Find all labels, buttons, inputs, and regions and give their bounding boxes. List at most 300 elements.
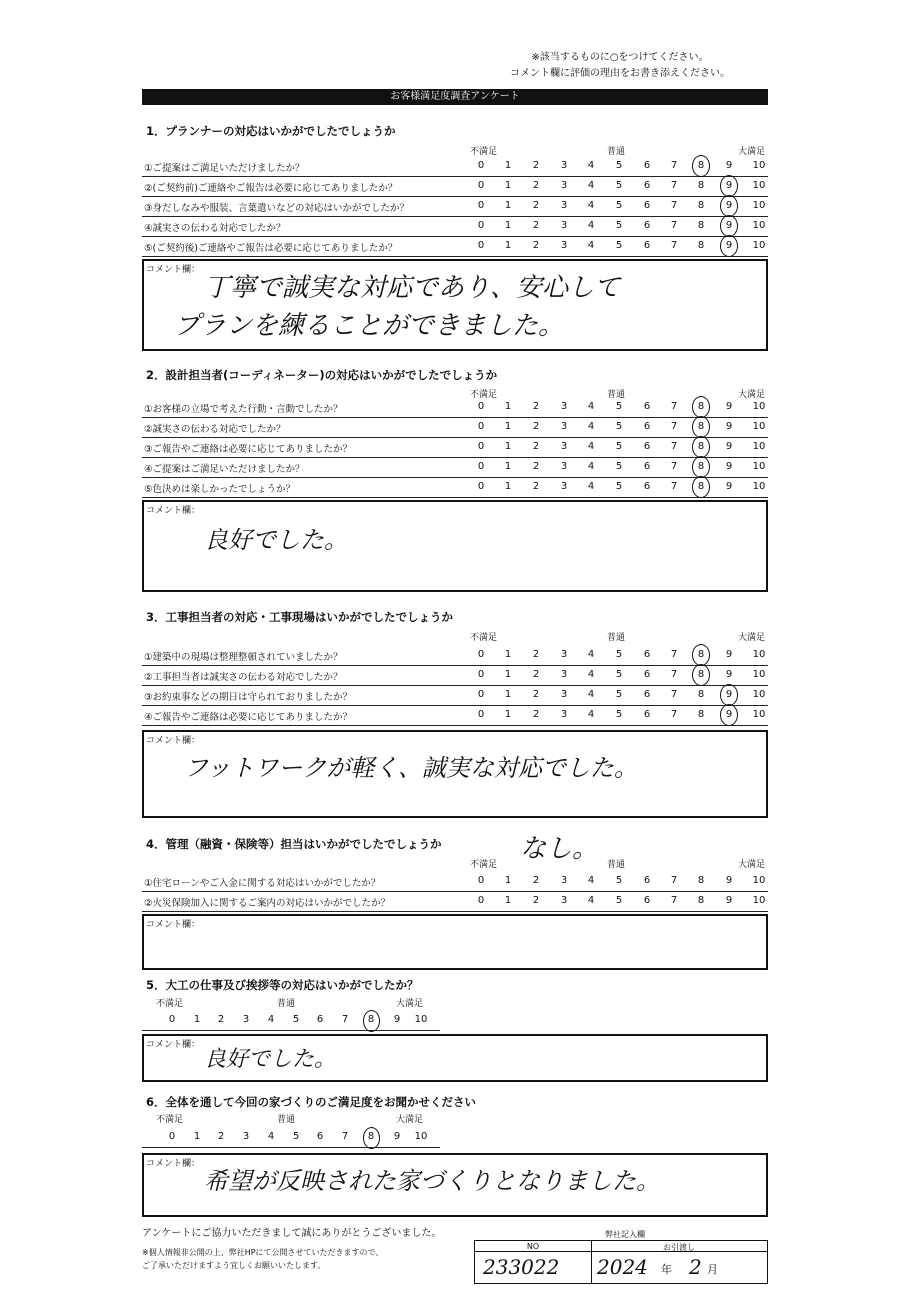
handwritten-comment-line: プランを練ることができました。	[174, 311, 565, 341]
rating-option-10[interactable]: 10	[752, 421, 766, 432]
rating-option-3[interactable]: 3	[560, 689, 568, 700]
rating-option-6[interactable]: 6	[643, 875, 651, 886]
rating-option-3[interactable]: 3	[560, 875, 568, 886]
comment-label: コメント欄：	[146, 1159, 201, 1169]
rating-option-4[interactable]: 4	[587, 200, 595, 211]
rating-option-9[interactable]: 9	[725, 649, 733, 660]
rating-option-3[interactable]: 3	[560, 669, 568, 680]
rating-option-1[interactable]: 1	[504, 669, 512, 680]
rating-option-8[interactable]: 8	[697, 481, 705, 492]
question-row	[142, 418, 768, 438]
comment-label: コメント欄：	[146, 736, 201, 746]
question-text: ③お約束事などの期日は守られておりましたか？	[144, 692, 353, 703]
s3-scale-high: 大満足	[738, 633, 766, 643]
rating-option-5[interactable]: 5	[615, 160, 623, 171]
s4-scale-low: 不満足	[470, 860, 498, 870]
rating-option-9[interactable]: 9	[725, 180, 733, 191]
section-5-heading: 5．大工の仕事及び挨拶等の対応はいかがでしたか？	[146, 978, 419, 992]
rating-option-10[interactable]: 10	[752, 200, 766, 211]
rating-option-2[interactable]: 2	[532, 160, 540, 171]
rating-option-10[interactable]: 10	[752, 401, 766, 412]
rating-option-0[interactable]: 0	[477, 421, 485, 432]
comment-field[interactable]	[144, 732, 766, 816]
rating-option-10[interactable]: 10	[752, 220, 766, 231]
rating-option-9[interactable]: 9	[725, 220, 733, 231]
rating-option-2[interactable]: 2	[532, 669, 540, 680]
question-text: ②(ご契約前)ご連絡やご報告は必要に応じてありましたか？	[144, 183, 398, 194]
rating-option-5[interactable]: 5	[615, 669, 623, 680]
rating-option-3[interactable]: 3	[560, 180, 568, 191]
rating-option-1[interactable]: 1	[504, 220, 512, 231]
comment-field[interactable]	[144, 261, 766, 349]
rating-option-8[interactable]: 8	[367, 1131, 375, 1142]
rating-option-0[interactable]: 0	[168, 1014, 176, 1025]
rating-option-0[interactable]: 0	[477, 441, 485, 452]
rating-option-6[interactable]: 6	[643, 441, 651, 452]
rating-option-6[interactable]: 6	[316, 1131, 324, 1142]
rating-option-8[interactable]: 8	[697, 220, 705, 231]
handwritten-comment-line: 良好でした。	[204, 526, 348, 554]
rating-option-8[interactable]: 8	[697, 160, 705, 171]
section-1-heading: 1．プランナーの対応はいかがでしたでしょうか	[146, 124, 396, 138]
comment-label: コメント欄：	[146, 1040, 201, 1050]
rating-option-4[interactable]: 4	[587, 709, 595, 720]
rating-option-8[interactable]: 8	[697, 649, 705, 660]
rating-option-9[interactable]: 9	[725, 875, 733, 886]
rating-line	[142, 1147, 440, 1148]
rating-option-1[interactable]: 1	[504, 200, 512, 211]
rating-option-2[interactable]: 2	[532, 240, 540, 251]
rating-option-0[interactable]: 0	[168, 1131, 176, 1142]
office-year-value: 2024	[597, 1255, 648, 1279]
rating-option-5[interactable]: 5	[615, 689, 623, 700]
question-row	[142, 646, 768, 666]
comment-box	[142, 1153, 768, 1217]
rating-option-8[interactable]: 8	[697, 180, 705, 191]
rating-option-1[interactable]: 1	[504, 875, 512, 886]
rating-option-1[interactable]: 1	[193, 1131, 201, 1142]
rating-option-1[interactable]: 1	[504, 441, 512, 452]
rating-option-2[interactable]: 2	[217, 1131, 225, 1142]
privacy-note-2: ご了承いただけますよう宜しくお願いいたします。	[142, 1261, 326, 1270]
rating-option-5[interactable]: 5	[615, 481, 623, 492]
question-row	[142, 666, 768, 686]
rating-option-3[interactable]: 3	[560, 461, 568, 472]
section-4-heading: 4．管理（融資・保険等）担当はいかがでしたでしょうか	[146, 837, 442, 851]
rating-option-7[interactable]: 7	[670, 689, 678, 700]
rating-option-1[interactable]: 1	[504, 709, 512, 720]
rating-option-7[interactable]: 7	[670, 240, 678, 251]
question-text: ①住宅ローンやご入金に関する対応はいかがでしたか？	[144, 878, 381, 889]
rating-option-10[interactable]: 10	[752, 180, 766, 191]
rating-option-3[interactable]: 3	[242, 1014, 250, 1025]
question-text: ④ご報告やご連絡は必要に応じてありましたか？	[144, 712, 353, 723]
rating-option-9[interactable]: 9	[725, 200, 733, 211]
rating-option-6[interactable]: 6	[643, 649, 651, 660]
rating-option-6[interactable]: 6	[643, 709, 651, 720]
selected-rating-circle	[720, 704, 738, 726]
rating-option-3[interactable]: 3	[560, 895, 568, 906]
rating-option-3[interactable]: 3	[560, 200, 568, 211]
question-text: ①お客様の立場で考えた行動・言動でしたか？	[144, 404, 343, 415]
rating-option-7[interactable]: 7	[670, 875, 678, 886]
rating-option-0[interactable]: 0	[477, 401, 485, 412]
rating-option-4[interactable]: 4	[587, 220, 595, 231]
rating-option-6[interactable]: 6	[643, 220, 651, 231]
rating-option-2[interactable]: 2	[532, 441, 540, 452]
rating-option-8[interactable]: 8	[697, 689, 705, 700]
instruction-note-1: ※該当するものに○をつけてください。	[531, 52, 709, 63]
rating-option-9[interactable]: 9	[725, 895, 733, 906]
rating-option-4[interactable]: 4	[587, 669, 595, 680]
rating-option-10[interactable]: 10	[752, 709, 766, 720]
question-row	[142, 237, 768, 257]
section-3-heading: 3．工事担当者の対応・工事現場はいかがでしたでしょうか	[146, 610, 453, 624]
rating-option-3[interactable]: 3	[560, 441, 568, 452]
rating-option-5[interactable]: 5	[615, 401, 623, 412]
selected-rating-circle	[720, 684, 738, 706]
rating-option-9[interactable]: 9	[725, 481, 733, 492]
rating-option-5[interactable]: 5	[292, 1014, 300, 1025]
rating-option-9[interactable]: 9	[725, 160, 733, 171]
rating-option-4[interactable]: 4	[587, 461, 595, 472]
rating-option-7[interactable]: 7	[670, 441, 678, 452]
selected-rating-circle	[720, 175, 738, 197]
rating-option-2[interactable]: 2	[532, 401, 540, 412]
rating-option-0[interactable]: 0	[477, 875, 485, 886]
survey-title-bar: お客様満足度調査アンケート	[142, 89, 768, 105]
rating-option-0[interactable]: 0	[477, 200, 485, 211]
rating-option-10[interactable]: 10	[752, 895, 766, 906]
rating-option-6[interactable]: 6	[643, 481, 651, 492]
question-row	[142, 686, 768, 706]
section-4-handnote: なし。	[520, 834, 599, 864]
s5-scale-low: 不満足	[156, 1115, 184, 1125]
section-2-heading: 2．設計担当者(コーディネーター)の対応はいかがでしたでしょうか	[146, 368, 498, 382]
office-no-label: NO	[526, 1242, 540, 1251]
rating-option-9[interactable]: 9	[725, 401, 733, 412]
question-text: ⑤(ご契約後)ご連絡やご報告は必要に応じてありましたか？	[144, 243, 398, 254]
rating-option-2[interactable]: 2	[532, 461, 540, 472]
rating-option-1[interactable]: 1	[504, 240, 512, 251]
rating-option-6[interactable]: 6	[643, 461, 651, 472]
rating-option-9[interactable]: 9	[725, 689, 733, 700]
rating-option-10[interactable]: 10	[752, 441, 766, 452]
rating-option-2[interactable]: 2	[532, 180, 540, 191]
comment-label: コメント欄：	[146, 506, 201, 516]
rating-option-6[interactable]: 6	[643, 669, 651, 680]
selected-rating-circle	[720, 235, 738, 257]
rating-option-0[interactable]: 0	[477, 220, 485, 231]
rating-option-6[interactable]: 6	[643, 401, 651, 412]
s3-scale-low: 不満足	[470, 633, 498, 643]
rating-option-5[interactable]: 5	[615, 220, 623, 231]
rating-option-3[interactable]: 3	[560, 421, 568, 432]
question-text: ⑤色決めは楽しかったでしょうか？	[144, 484, 296, 495]
rating-option-2[interactable]: 2	[532, 895, 540, 906]
rating-option-1[interactable]: 1	[504, 401, 512, 412]
rating-option-0[interactable]: 0	[477, 649, 485, 660]
rating-option-2[interactable]: 2	[532, 421, 540, 432]
rating-option-7[interactable]: 7	[670, 220, 678, 231]
rating-option-8[interactable]: 8	[697, 461, 705, 472]
selected-rating-circle	[692, 416, 710, 438]
rating-option-5[interactable]: 5	[292, 1131, 300, 1142]
rating-option-5[interactable]: 5	[615, 895, 623, 906]
rating-option-3[interactable]: 3	[560, 709, 568, 720]
question-row	[142, 872, 768, 892]
s4-scale-mid: 普通	[607, 860, 626, 870]
comment-field[interactable]	[144, 1036, 766, 1080]
rating-option-6[interactable]: 6	[643, 895, 651, 906]
rating-option-4[interactable]: 4	[587, 240, 595, 251]
rating-option-10[interactable]: 10	[752, 160, 766, 171]
rating-option-10[interactable]: 10	[414, 1014, 428, 1025]
rating-option-0[interactable]: 0	[477, 481, 485, 492]
question-text: ③ご報告やご連絡は必要に応じてありましたか？	[144, 444, 353, 455]
rating-option-1[interactable]: 1	[504, 461, 512, 472]
comment-label: コメント欄：	[146, 265, 201, 275]
rating-option-10[interactable]: 10	[752, 461, 766, 472]
rating-option-3[interactable]: 3	[242, 1131, 250, 1142]
rating-option-0[interactable]: 0	[477, 689, 485, 700]
comment-label: コメント欄：	[146, 920, 201, 930]
rating-option-2[interactable]: 2	[532, 649, 540, 660]
rating-option-2[interactable]: 2	[532, 709, 540, 720]
office-year-unit: 年	[661, 1263, 672, 1276]
rating-option-4[interactable]: 4	[587, 401, 595, 412]
comment-box	[142, 1034, 768, 1082]
question-row	[142, 177, 768, 197]
office-month-unit: 月	[707, 1263, 718, 1276]
rating-option-7[interactable]: 7	[670, 461, 678, 472]
question-row	[142, 892, 768, 912]
rating-option-2[interactable]: 2	[532, 689, 540, 700]
rating-option-0[interactable]: 0	[477, 160, 485, 171]
selected-rating-circle	[692, 436, 710, 458]
rating-option-8[interactable]: 8	[367, 1014, 375, 1025]
rating-option-5[interactable]: 5	[615, 441, 623, 452]
rating-option-3[interactable]: 3	[560, 240, 568, 251]
thanks-message: アンケートにご協力いただきまして誠にありがとうございました。	[142, 1228, 442, 1239]
rating-option-4[interactable]: 4	[587, 649, 595, 660]
question-text: ②工事担当者は誠実さの伝わる対応でしたか？	[144, 672, 343, 683]
s2-scale-high: 大満足	[738, 390, 766, 400]
rating-option-7[interactable]: 7	[670, 709, 678, 720]
selected-rating-circle	[692, 664, 710, 686]
rating-option-8[interactable]: 8	[697, 875, 705, 886]
question-row	[142, 157, 768, 177]
rating-option-9[interactable]: 9	[725, 709, 733, 720]
rating-option-4[interactable]: 4	[587, 421, 595, 432]
rating-option-0[interactable]: 0	[477, 461, 485, 472]
rating-option-5[interactable]: 5	[615, 240, 623, 251]
rating-option-5[interactable]: 5	[615, 180, 623, 191]
question-text: ④誠実さの伝わる対応でしたか？	[144, 223, 286, 234]
rating-option-5[interactable]: 5	[615, 875, 623, 886]
selected-rating-circle	[692, 476, 710, 498]
rating-option-3[interactable]: 3	[560, 220, 568, 231]
rating-option-4[interactable]: 4	[267, 1014, 275, 1025]
rating-option-1[interactable]: 1	[504, 689, 512, 700]
rating-option-2[interactable]: 2	[217, 1014, 225, 1025]
rating-option-0[interactable]: 0	[477, 709, 485, 720]
rating-option-10[interactable]: 10	[752, 240, 766, 251]
rating-option-7[interactable]: 7	[670, 401, 678, 412]
rating-option-3[interactable]: 3	[560, 481, 568, 492]
question-row	[142, 217, 768, 237]
rating-line	[142, 1030, 440, 1031]
rating-option-1[interactable]: 1	[504, 481, 512, 492]
rating-option-5[interactable]: 5	[615, 200, 623, 211]
comment-box	[142, 259, 768, 351]
s4-scale-high: 大満足	[738, 860, 766, 870]
rating-option-0[interactable]: 0	[477, 669, 485, 680]
rating-option-10[interactable]: 10	[414, 1131, 428, 1142]
rating-option-10[interactable]: 10	[752, 649, 766, 660]
rating-option-4[interactable]: 4	[587, 895, 595, 906]
rating-option-1[interactable]: 1	[504, 895, 512, 906]
office-use-table	[474, 1230, 768, 1284]
rating-option-2[interactable]: 2	[532, 481, 540, 492]
rating-option-8[interactable]: 8	[697, 669, 705, 680]
rating-option-5[interactable]: 5	[615, 461, 623, 472]
rating-option-4[interactable]: 4	[587, 875, 595, 886]
rating-option-6[interactable]: 6	[643, 240, 651, 251]
rating-option-4[interactable]: 4	[587, 180, 595, 191]
rating-option-6[interactable]: 6	[643, 689, 651, 700]
s5-scale-mid: 普通	[277, 1115, 296, 1125]
privacy-note-1: ※個人情報非公開の上、弊社HPにて公開させていただきますので、	[142, 1248, 384, 1257]
question-text: ①建築中の現場は整理整頓されていましたか？	[144, 652, 343, 663]
rating-option-0[interactable]: 0	[477, 180, 485, 191]
rating-option-4[interactable]: 4	[587, 689, 595, 700]
comment-box	[142, 730, 768, 818]
rating-option-1[interactable]: 1	[193, 1014, 201, 1025]
rating-option-7[interactable]: 7	[670, 481, 678, 492]
rating-option-7[interactable]: 7	[341, 1014, 349, 1025]
rating-option-6[interactable]: 6	[316, 1014, 324, 1025]
rating-option-7[interactable]: 7	[670, 200, 678, 211]
rating-option-1[interactable]: 1	[504, 649, 512, 660]
s4-scale-low: 不満足	[156, 999, 184, 1009]
rating-option-9[interactable]: 9	[725, 421, 733, 432]
question-text: ②誠実さの伝わる対応でしたか？	[144, 424, 286, 435]
rating-option-8[interactable]: 8	[697, 709, 705, 720]
rating-option-6[interactable]: 6	[643, 180, 651, 191]
handwritten-comment-line: 丁寧で誠実な対応であり、安心して	[204, 273, 621, 303]
s4-scale-mid: 普通	[277, 999, 296, 1009]
rating-option-6[interactable]: 6	[643, 160, 651, 171]
rating-option-8[interactable]: 8	[697, 240, 705, 251]
rating-option-8[interactable]: 8	[697, 401, 705, 412]
rating-option-7[interactable]: 7	[670, 160, 678, 171]
rating-option-6[interactable]: 6	[643, 421, 651, 432]
rating-option-10[interactable]: 10	[752, 689, 766, 700]
rating-option-6[interactable]: 6	[643, 200, 651, 211]
rating-option-2[interactable]: 2	[532, 200, 540, 211]
rating-option-10[interactable]: 10	[752, 875, 766, 886]
s2-scale-low: 不満足	[470, 390, 498, 400]
comment-box	[142, 500, 768, 592]
question-text: ②火災保険加入に関するご案内の対応はいかがでしたか？	[144, 898, 391, 909]
rating-option-7[interactable]: 7	[670, 669, 678, 680]
rating-option-4[interactable]: 4	[587, 160, 595, 171]
rating-option-9[interactable]: 9	[725, 669, 733, 680]
question-row	[142, 197, 768, 217]
rating-option-5[interactable]: 5	[615, 709, 623, 720]
rating-option-9[interactable]: 9	[725, 240, 733, 251]
selected-rating-circle	[692, 644, 710, 666]
rating-option-7[interactable]: 7	[670, 421, 678, 432]
s2-scale-mid: 普通	[607, 390, 626, 400]
rating-option-1[interactable]: 1	[504, 160, 512, 171]
selected-rating-circle	[363, 1127, 380, 1149]
rating-option-4[interactable]: 4	[587, 481, 595, 492]
rating-option-1[interactable]: 1	[504, 180, 512, 191]
rating-option-7[interactable]: 7	[341, 1131, 349, 1142]
rating-option-4[interactable]: 4	[267, 1131, 275, 1142]
question-row	[142, 706, 768, 726]
rating-option-0[interactable]: 0	[477, 895, 485, 906]
handwritten-comment-line: 良好でした。	[204, 1047, 337, 1072]
rating-option-8[interactable]: 8	[697, 200, 705, 211]
question-text: ③身だしなみや服装、言葉遣いなどの対応はいかがでしたか？	[144, 203, 410, 214]
rating-option-9[interactable]: 9	[725, 461, 733, 472]
rating-option-10[interactable]: 10	[752, 669, 766, 680]
question-row	[142, 478, 768, 498]
selected-rating-circle	[720, 195, 738, 217]
selected-rating-circle	[692, 396, 710, 418]
comment-field[interactable]	[144, 1155, 766, 1215]
question-row	[142, 398, 768, 418]
rating-option-3[interactable]: 3	[560, 401, 568, 412]
selected-rating-circle	[363, 1010, 380, 1032]
question-row	[142, 458, 768, 478]
rating-option-8[interactable]: 8	[697, 421, 705, 432]
office-month-value: 2	[689, 1255, 702, 1279]
rating-option-5[interactable]: 5	[615, 421, 623, 432]
comment-field[interactable]	[144, 916, 766, 968]
rating-option-3[interactable]: 3	[560, 160, 568, 171]
handwritten-comment-line: フットワークが軽く、誠実な対応でした。	[184, 754, 638, 782]
selected-rating-circle	[720, 215, 738, 237]
rating-option-8[interactable]: 8	[697, 895, 705, 906]
rating-option-0[interactable]: 0	[477, 240, 485, 251]
rating-option-7[interactable]: 7	[670, 895, 678, 906]
rating-option-5[interactable]: 5	[615, 649, 623, 660]
rating-option-9[interactable]: 9	[725, 441, 733, 452]
rating-option-2[interactable]: 2	[532, 220, 540, 231]
rating-option-9[interactable]: 9	[393, 1014, 401, 1025]
rating-option-10[interactable]: 10	[752, 481, 766, 492]
rating-option-1[interactable]: 1	[504, 421, 512, 432]
office-use-header: 弊社記入欄	[605, 1230, 645, 1239]
comment-field[interactable]	[144, 502, 766, 590]
rating-option-9[interactable]: 9	[393, 1131, 401, 1142]
section-6-heading: 6．全体を通して今回の家づくりのご満足度をお聞かせください	[146, 1095, 476, 1109]
s3-scale-mid: 普通	[607, 633, 626, 643]
rating-option-8[interactable]: 8	[697, 441, 705, 452]
rating-option-7[interactable]: 7	[670, 180, 678, 191]
rating-option-7[interactable]: 7	[670, 649, 678, 660]
rating-option-4[interactable]: 4	[587, 441, 595, 452]
s1-scale-mid: 普通	[607, 147, 626, 157]
rating-option-2[interactable]: 2	[532, 875, 540, 886]
question-row	[142, 438, 768, 458]
office-date-label: お引渡し	[663, 1243, 695, 1252]
rating-option-3[interactable]: 3	[560, 649, 568, 660]
